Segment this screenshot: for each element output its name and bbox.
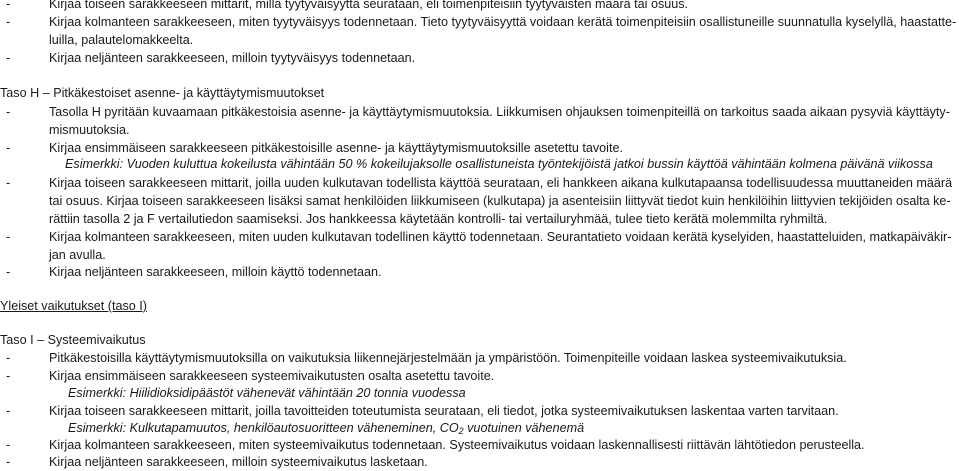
bullet: -	[6, 51, 11, 65]
list-item-text: Kirjaa kolmanteen sarakkeeseen, miten uuden kulkutavan todellinen käyttö todennetaan. Seurantatieto voidaan kerätä kyselyiden, haastatteluiden, matkapäiväkir-	[49, 230, 952, 244]
bullet: -	[6, 369, 11, 383]
list-item-text: tai osuus. Kirjaa toiseen sarakkeeseen lisäksi samat henkilöiden liikkumiseen (kulkutapa) ja asenteisiin liittyvät tiedot kuin henkilöihin liittyvien tekijöiden osalta ke-	[49, 194, 951, 208]
list-item-text: jan avulla.	[49, 248, 106, 262]
bullet: -	[6, 455, 11, 469]
bullet: -	[6, 105, 11, 119]
list-item-text: Kirjaa ensimmäiseen sarakkeeseen systeemivaikutusten osalta asetettu tavoite.	[49, 369, 495, 383]
list-item-text: Kirjaa toiseen sarakkeeseen mittarit, joilla tavoitteiden toteutumista seurataan, eli tiedot, jotka systeemivaikutuksen laskentaa varten tarvitaan.	[49, 404, 839, 418]
bullet: -	[6, 15, 11, 29]
list-item-text: Pitkäkestoisilla käyttäytymismuutoksilla on vaikutuksia liikennejärjestelmään ja ympäristöön. Toimenpiteille voidaan laskea systeemivaikutuksia.	[49, 351, 847, 365]
list-item-text: Kirjaa neljänteen sarakkeeseen, milloin käyttö todennetaan.	[49, 265, 382, 279]
bullet: -	[6, 176, 11, 190]
list-item-text: Tasolla H pyritään kuvaamaan pitkäkestoisia asenne- ja käyttäytymismuutoksia. Liikkumisen ohjauksen toimenpiteillä on tarkoitus saada aikaan pysyviä käyttäyty-	[49, 105, 950, 119]
bullet: -	[6, 0, 11, 11]
list-item-text: Kirjaa toiseen sarakkeeseen mittarit, millä tyytyväisyyttä seurataan, eli toimenpiteisiin tyytyväisten määrä tai osuus.	[49, 0, 689, 11]
bullet: -	[6, 141, 11, 155]
bullet: -	[6, 404, 11, 418]
list-item-text: Kirjaa kolmanteen sarakkeeseen, miten tyytyväisyys todennetaan. Tieto tyytyväisyyttä voidaan kerätä toimenpiteisiin osallistuneille suunnatulla kyselyllä, haastatte-	[49, 15, 957, 29]
list-item-text: luilla, palautelomakkeelta.	[49, 33, 194, 47]
list-item-text: rättiin tasolla 2 ja F vertailutiedon saamiseksi. Jos hankkeessa käytetään kontrolli- tai vertailuryhmää, tulee tieto kerätä molemmilta ryhmiltä.	[49, 212, 828, 226]
bullet: -	[6, 230, 11, 244]
bullet: -	[6, 438, 11, 452]
bullet: -	[6, 351, 11, 365]
bullet: -	[6, 265, 11, 279]
list-item-text: Kirjaa kolmanteen sarakkeeseen, miten systeemivaikutus todennetaan. Systeemivaikutus voidaan laskennallisesti riittävän lähtötiedon perusteella.	[49, 438, 865, 452]
list-item-text: Kirjaa neljänteen sarakkeeseen, milloin tyytyväisyys todennetaan.	[49, 51, 416, 65]
list-item-text: Kirjaa ensimmäiseen sarakkeeseen pitkäkestoisille asenne- ja käyttäytymismuutoksille asetettu tavoite.	[49, 141, 623, 155]
list-item-text: Kirjaa neljänteen sarakkeeseen, milloin systeemivaikutus lasketaan.	[49, 455, 428, 469]
list-item-text: mismuutoksia.	[49, 123, 130, 137]
list-item-text: Kirjaa toiseen sarakkeeseen mittarit, joilla uuden kulkutavan todellista käyttöä seurataan, eli hankkeen aikana kulkutapaansa todellisuudessa muuttaneiden määrä	[49, 176, 953, 190]
